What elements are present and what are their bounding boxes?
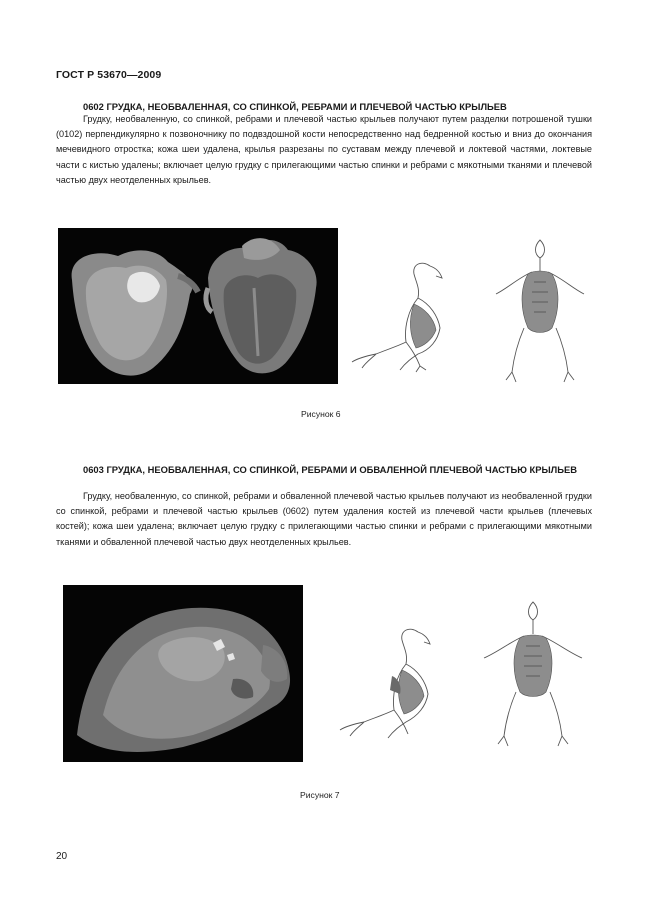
page-number: 20 xyxy=(56,851,68,862)
section-0603-text: Грудку, необваленную, со спинкой, ребрами и обваленной плечевой частью крыльев получают из необваленной грудки со спинкой, ребрами и плечевой частью крыльев (0602) путем удаления костей из плечевой части крыльев (плечевых костей); кожа шеи удалена; включает целую грудку с прилегающими частью спинки и ребрами с прилегающими мякотными тканями и обваленной плечевой частью двух неотделенных крыльев. xyxy=(56,491,592,547)
figure-6-side-diagram xyxy=(346,258,458,374)
section-0603-title: 0603 ГРУДКА, НЕОБВАЛЕННАЯ, СО СПИНКОЙ, РЕБРАМИ И ОБВАЛЕННОЙ ПЛЕЧЕВОЙ ЧАСТЬЮ КРЫЛЬЕВ xyxy=(83,464,578,475)
figure-7-photo-art xyxy=(63,585,303,762)
section-0602-title: 0602 ГРУДКА, НЕОБВАЛЕННАЯ, СО СПИНКОЙ, РЕБРАМИ И ПЛЕЧЕВОЙ ЧАСТЬЮ КРЫЛЬЕВ xyxy=(83,101,507,112)
figure-6-front-diagram xyxy=(488,238,592,386)
figure-6-photo-art xyxy=(58,228,338,384)
figure-6-photo xyxy=(58,228,338,384)
bird-side-outline xyxy=(346,258,458,374)
figure-7-caption: Рисунок 7 xyxy=(300,790,340,800)
figure-7-side-diagram xyxy=(332,624,448,744)
figure-6-caption: Рисунок 6 xyxy=(301,409,341,419)
bird-side-outline-2 xyxy=(332,624,448,744)
bird-front-outline xyxy=(488,238,592,386)
figure-7-photo xyxy=(63,585,303,762)
figure-7-front-diagram xyxy=(478,600,588,750)
standard-header: ГОСТ Р 53670—2009 xyxy=(56,69,162,81)
section-0602-text: Грудку, необваленную, со спинкой, ребрами и плечевой частью крыльев получают путем разделки потрошеной тушки (0102) перпендикулярно к позвоночнику по подвздошной кости непосредственно над бедренной костью и вниз до окончания мечевидного отростка; кожа шеи удалена, крылья разрезаны по суставам между плечевой и локтевой частями, локтевые части с кистью удалены; включает целую грудку с прилегающими частью спинки и ребрами с мякотными тканями и плечевой частью двух неотделенных крыльев. xyxy=(56,114,592,185)
bird-front-outline-2 xyxy=(478,600,588,750)
